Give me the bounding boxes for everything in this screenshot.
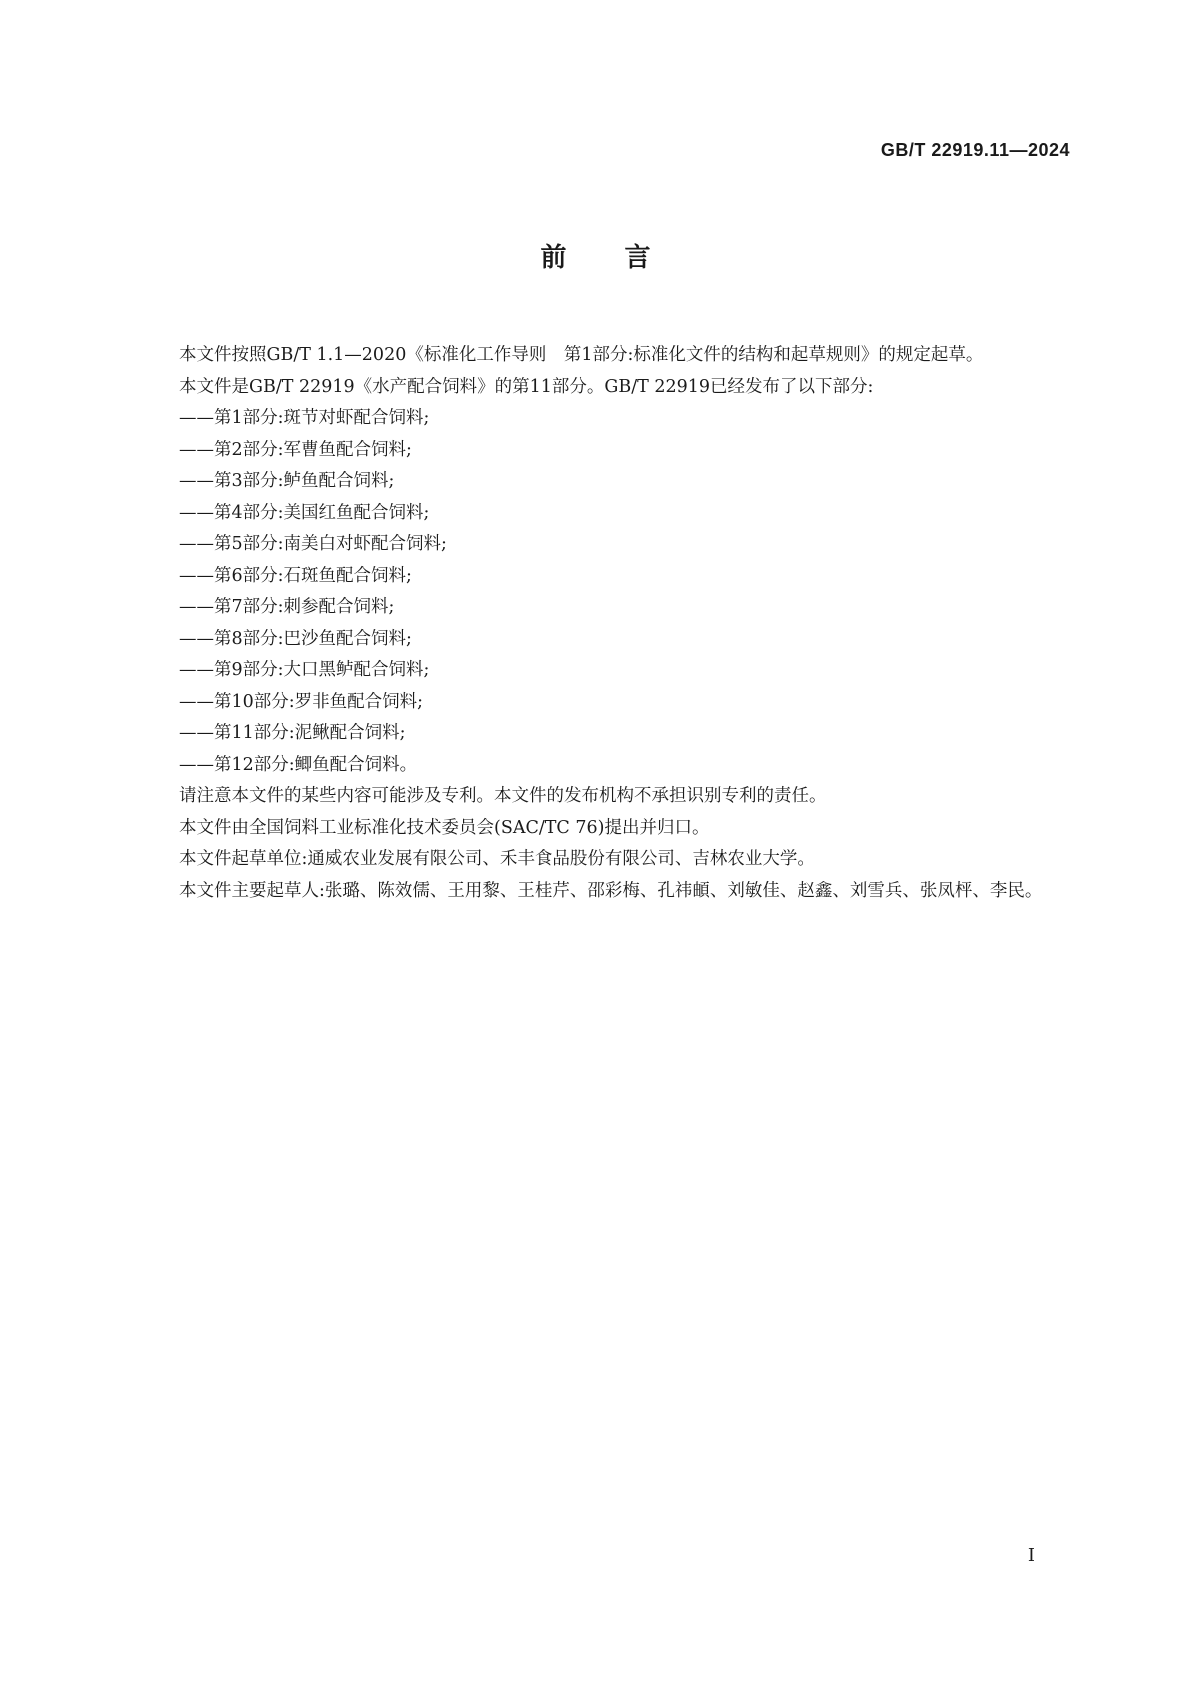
list-item: ——第3部分:鲈鱼配合饲料; <box>179 471 395 491</box>
paragraph-proposer: 本文件由全国饲料工业标准化技术委员会(SAC/TC 76)提出并归口。 <box>179 817 710 838</box>
list-item: ——第12部分:鲫鱼配合饲料。 <box>179 754 418 775</box>
list-item: ——第8部分:巴沙鱼配合饲料; <box>179 628 412 649</box>
list-item: ——第7部分:刺参配合饲料; <box>179 597 395 617</box>
list-item: ——第10部分:罗非鱼配合饲料; <box>179 691 424 712</box>
list-item: ——第5部分:南美白对虾配合饲料; <box>179 534 447 554</box>
published-parts-list <box>144 403 1069 781</box>
foreword-body <box>144 340 1069 907</box>
paragraph-drafting-basis: 本文件按照GB/T 1.1—2020《标准化工作导则 第1部分:标准化文件的结构和起草规则》的规定起草。 <box>179 345 984 365</box>
paragraph-drafting-units: 本文件起草单位:通威农业发展有限公司、禾丰食品股份有限公司、吉林农业大学。 <box>179 849 815 869</box>
paragraph-drafters: 本文件主要起草人:张璐、陈效儒、王用黎、王桂芹、邵彩梅、孔祎頔、刘敏佳、赵鑫、刘雪兵、张凤枰、李民。 <box>179 880 1043 901</box>
list-item: ——第9部分:大口黑鲈配合饲料; <box>179 660 430 680</box>
list-item: ——第2部分:军曹鱼配合饲料; <box>179 439 412 460</box>
page-number: I <box>1027 1545 1035 1566</box>
page-title: 前言 <box>540 243 709 273</box>
standard-number: GB/T 22919.11—2024 <box>880 140 1070 160</box>
list-item: ——第4部分:美国红鱼配合饲料; <box>179 502 430 523</box>
list-item: ——第1部分:斑节对虾配合饲料; <box>179 408 430 428</box>
paragraph-patent-notice: 请注意本文件的某些内容可能涉及专利。本文件的发布机构不承担识别专利的责任。 <box>179 786 827 806</box>
paragraph-series-info: 本文件是GB/T 22919《水产配合饲料》的第11部分。GB/T 22919已经发布了以下部分: <box>179 376 874 397</box>
list-item: ——第6部分:石斑鱼配合饲料; <box>179 565 412 586</box>
list-item: ——第11部分:泥鳅配合饲料; <box>179 723 406 743</box>
